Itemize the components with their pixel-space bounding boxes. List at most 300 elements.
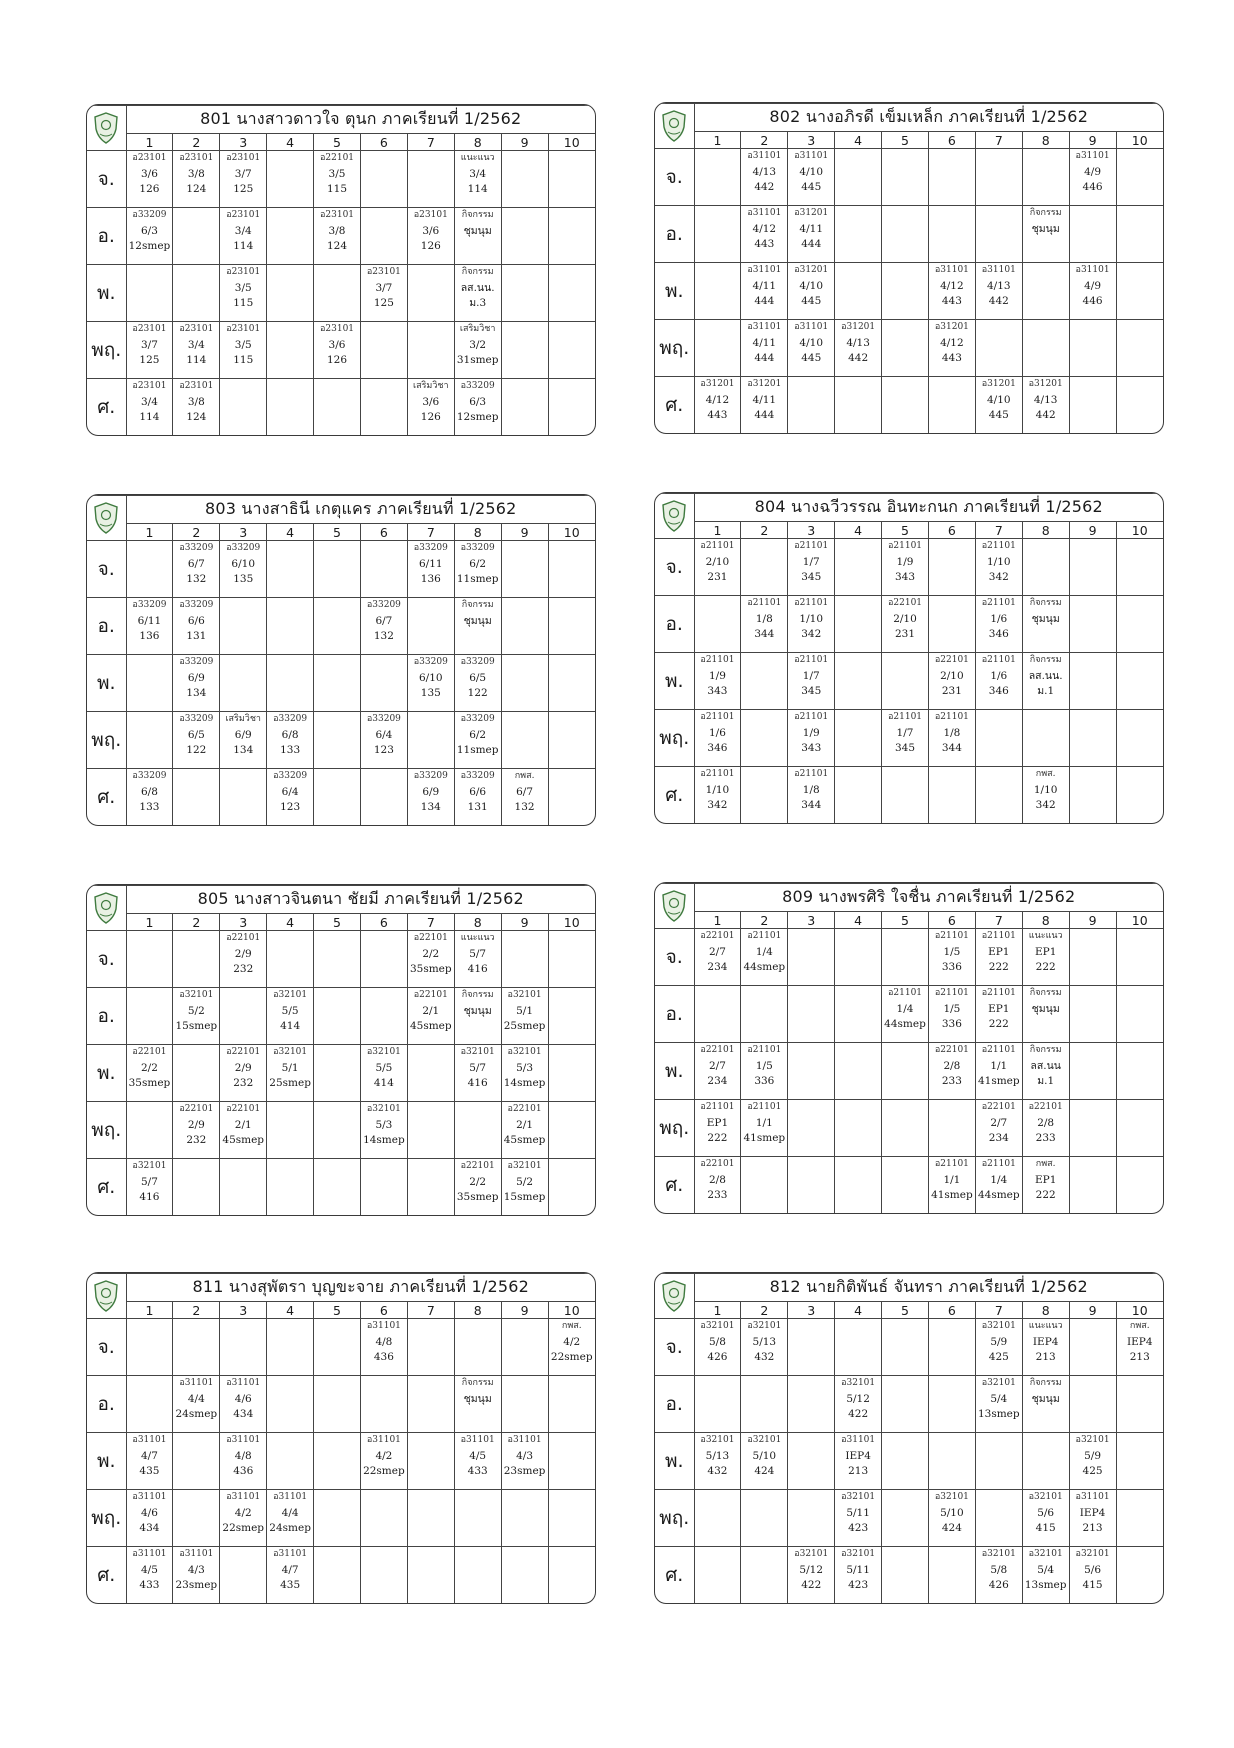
schedule-cell (1069, 206, 1116, 263)
room-number: 342 (988, 571, 1009, 583)
period-header: 5 (882, 912, 929, 929)
schedule-cell (928, 149, 975, 206)
schedule-cell (548, 655, 595, 712)
subject-code: อ31101 (179, 1549, 214, 1560)
subject-code: อ21101 (747, 598, 782, 609)
class-group: 4/11 (752, 393, 777, 406)
schedule-cell (788, 539, 835, 596)
schedule-cell (741, 1547, 788, 1603)
class-group: 5/1 (516, 1004, 534, 1017)
schedule-cell (741, 929, 788, 986)
day-label: ศ. (87, 769, 126, 825)
subject-code: อ21101 (981, 1045, 1016, 1056)
class-group: 1/1 (990, 1059, 1008, 1072)
room-number: 41smep (977, 1075, 1020, 1088)
day-label: พ. (655, 653, 694, 710)
subject-code: อ23101 (226, 153, 261, 163)
period-header: 6 (360, 1302, 407, 1319)
room-number: 115 (233, 297, 254, 310)
period-header: 4 (267, 134, 314, 151)
schedule-cell (314, 208, 361, 265)
schedule-cell (407, 151, 454, 208)
schedule-cell (741, 596, 788, 653)
subject-code: อ23101 (226, 324, 261, 335)
subject-code: อ23101 (179, 153, 214, 163)
class-group: 4/4 (187, 1392, 205, 1405)
class-group: 2/10 (940, 669, 964, 682)
schedule-cell (360, 1102, 407, 1159)
schedule-cell (788, 206, 835, 263)
schedule-cell (1116, 986, 1163, 1043)
schedule-cell (1069, 1043, 1116, 1100)
card-title: 803 นางสาธินี เกตุแคร ภาคเรียนที่ 1/2562 (126, 496, 595, 524)
subject-code: กพส. (1129, 1321, 1150, 1331)
schedule-cell (1116, 596, 1163, 653)
room-number: 13smep (1024, 1579, 1067, 1592)
schedule-cell (975, 539, 1022, 596)
subject-code: อ31101 (226, 1435, 261, 1446)
schedule-cell (694, 986, 741, 1043)
subject-code: อ32101 (366, 1104, 401, 1115)
period-header: 5 (314, 1302, 361, 1319)
schedule-cell (694, 1547, 741, 1603)
schedule-cell (1116, 206, 1163, 263)
schedule-cell (694, 377, 741, 433)
schedule-cell (548, 931, 595, 988)
subject-code: อ22101 (319, 153, 355, 163)
schedule-cell (407, 1159, 454, 1215)
room-number: 135 (420, 687, 441, 700)
schedule-cell (267, 1159, 314, 1215)
class-group: ลส.นน. (460, 281, 495, 294)
schedule-cell (975, 710, 1022, 767)
class-group: 6/6 (469, 785, 487, 798)
schedule-cell (1069, 263, 1116, 320)
class-group: EP1 (1034, 945, 1057, 958)
schedule-cell (501, 151, 548, 208)
period-header: 6 (360, 134, 407, 151)
room-number: 115 (326, 183, 348, 195)
room-number: 222 (707, 1132, 728, 1145)
period-header: 7 (407, 134, 454, 151)
room-number: 234 (707, 961, 728, 973)
schedule-cell (548, 1319, 595, 1376)
schedule-cell (788, 377, 835, 433)
schedule-cell (835, 1547, 882, 1603)
room-number: 443 (707, 409, 728, 422)
period-header: 6 (360, 524, 407, 541)
subject-code: อ21101 (700, 1102, 735, 1113)
schedule-cell (407, 598, 454, 655)
schedule-cell (173, 1319, 220, 1376)
subject-code: กิจกรรม (1029, 598, 1062, 609)
schedule-cell (975, 1490, 1022, 1547)
schedule-cell (407, 1045, 454, 1102)
schedule-cell (694, 929, 741, 986)
subject-code: กิจกรรม (1029, 988, 1062, 999)
subject-code: อ31101 (226, 1378, 261, 1389)
subject-code: อ21101 (934, 988, 969, 999)
class-group: 4/12 (752, 222, 777, 235)
schedule-cell (220, 541, 267, 598)
card-title: 804 นางฉวีวรรณ อินทะกนก ภาคเรียนที่ 1/2562 (694, 494, 1163, 522)
schedule-cell (1069, 320, 1116, 377)
period-header: 5 (314, 914, 361, 931)
class-group: 4/8 (375, 1335, 393, 1348)
schedule-cell (975, 767, 1022, 823)
card-title: 801 นางสาวดาวใจ ตุนก ภาคเรียนที่ 1/2562 (126, 106, 595, 134)
class-group: 3/7 (375, 281, 393, 294)
subject-code: อ31101 (273, 1492, 308, 1503)
subject-code: อ21101 (747, 1045, 782, 1056)
schedule-cell (928, 1547, 975, 1603)
subject-code: อ22101 (700, 1159, 735, 1170)
schedule-cell (267, 1547, 314, 1603)
class-group: 3/6 (140, 167, 158, 180)
class-group: 2/8 (1037, 1116, 1055, 1129)
schedule-cell (126, 265, 173, 322)
schedule-cell (928, 320, 975, 377)
schedule-cell (360, 322, 407, 379)
class-group: 4/13 (752, 165, 777, 178)
room-number: 344 (941, 742, 962, 755)
class-group: 3/6 (422, 224, 440, 237)
day-label: พ. (655, 263, 694, 320)
schedule-cell (788, 1376, 835, 1433)
class-group: 6/9 (422, 785, 440, 798)
class-group: 1/1 (943, 1173, 961, 1186)
class-group: 6/8 (140, 785, 158, 798)
schedule-cell (882, 929, 929, 986)
schedule-cell (407, 1376, 454, 1433)
schedule-cell (501, 265, 548, 322)
class-group: 2/10 (705, 555, 730, 568)
subject-code: อ21101 (700, 712, 735, 723)
period-header: 1 (694, 912, 741, 929)
schedule-cell (126, 931, 173, 988)
schedule-cell (220, 1547, 267, 1603)
schedule-cell (835, 1376, 882, 1433)
room-number: 14smep (363, 1134, 405, 1147)
class-group: 1/8 (802, 783, 820, 796)
timetable-card (86, 1272, 596, 1604)
room-number: 423 (848, 1522, 869, 1535)
room-number: 231 (894, 628, 916, 641)
schedule-cell (975, 206, 1022, 263)
schedule-cell (1069, 653, 1116, 710)
schedule-cell (314, 1376, 361, 1433)
subject-code: กิจกรรม (461, 210, 494, 221)
schedule-cell (835, 653, 882, 710)
schedule-cell (788, 1043, 835, 1100)
schedule-cell (1069, 710, 1116, 767)
schedule-cell (548, 1102, 595, 1159)
subject-code: อ32101 (1028, 1549, 1063, 1560)
subject-code: อ21101 (934, 1159, 969, 1170)
schedule-cell (1069, 377, 1116, 433)
subject-code: อ32101 (507, 990, 542, 1001)
day-label: พฤ. (87, 1490, 126, 1547)
schedule-cell (835, 1319, 882, 1376)
class-group: 3/7 (234, 167, 252, 180)
schedule-cell (126, 712, 173, 769)
class-group: 2/9 (187, 1118, 205, 1131)
schedule-cell (314, 931, 361, 988)
school-logo-icon (655, 104, 694, 149)
room-number: 445 (801, 352, 822, 365)
schedule-cell (835, 767, 882, 823)
schedule-cell (173, 265, 220, 322)
room-number: 433 (467, 1465, 488, 1478)
period-header: 3 (220, 914, 267, 931)
timetable-card (86, 104, 596, 436)
schedule-cell (501, 322, 548, 379)
schedule-cell (741, 767, 788, 823)
class-group: 1/10 (986, 555, 1011, 568)
class-group: 4/2 (375, 1449, 393, 1462)
day-label: จ. (87, 1319, 126, 1376)
period-header: 1 (694, 1302, 741, 1319)
room-number: 445 (801, 181, 822, 193)
period-header: 10 (1116, 1302, 1163, 1319)
room-number: 124 (326, 240, 348, 253)
day-label: จ. (87, 151, 126, 208)
class-group: 5/11 (846, 1506, 870, 1519)
subject-code: อ23101 (319, 210, 355, 221)
class-group: 1/7 (802, 555, 820, 568)
day-label: พ. (655, 1433, 694, 1490)
room-number: 136 (420, 573, 441, 585)
subject-code: อ21101 (794, 541, 829, 551)
subject-code: อ23101 (179, 324, 214, 335)
subject-code: อ32101 (460, 1047, 495, 1058)
schedule-cell (314, 1159, 361, 1215)
schedule-cell (741, 1100, 788, 1157)
period-header: 5 (882, 132, 929, 149)
schedule-cell (1116, 1100, 1163, 1157)
room-number: 222 (1035, 1189, 1056, 1202)
subject-code: อ21101 (887, 712, 923, 723)
schedule-cell (1022, 377, 1069, 433)
schedule-cell (220, 322, 267, 379)
room-number: 344 (801, 799, 822, 812)
subject-code: อ23101 (226, 267, 261, 278)
room-number: 233 (941, 1075, 962, 1088)
schedule-cell (501, 379, 548, 435)
schedule-cell (173, 598, 220, 655)
room-number: 126 (139, 183, 160, 195)
room-number: ม.1 (1037, 1075, 1055, 1088)
schedule-cell (454, 769, 501, 825)
subject-code: อ31201 (1028, 379, 1063, 390)
room-number: 125 (233, 183, 254, 195)
period-header: 6 (928, 132, 975, 149)
schedule-cell (1022, 1547, 1069, 1603)
class-group: 5/5 (281, 1004, 299, 1017)
period-header: 8 (454, 1302, 501, 1319)
schedule-cell (173, 931, 220, 988)
subject-code: อ33209 (413, 657, 448, 668)
subject-code: อ22101 (132, 1047, 167, 1058)
subject-code: กิจกรรม (461, 267, 494, 278)
room-number: 15smep (503, 1191, 546, 1204)
subject-code: อ31101 (226, 1492, 261, 1503)
room-number: 133 (139, 801, 160, 814)
subject-code: แนะแนว (460, 933, 495, 943)
room-number: 343 (894, 571, 916, 583)
subject-code: อ22101 (1028, 1102, 1063, 1113)
schedule-cell (220, 655, 267, 712)
day-label: อ. (87, 1376, 126, 1433)
subject-code: อ21101 (747, 931, 782, 941)
schedule-cell (882, 1043, 929, 1100)
subject-code: อ22101 (700, 1045, 735, 1056)
class-group: 4/6 (140, 1506, 158, 1519)
schedule-cell (267, 598, 314, 655)
schedule-cell (1116, 149, 1163, 206)
period-header: 4 (835, 522, 882, 539)
room-number: 416 (467, 963, 488, 975)
schedule-cell (1069, 1490, 1116, 1547)
subject-code: อ31101 (1075, 265, 1110, 276)
room-number: 434 (139, 1522, 160, 1535)
schedule-cell (1116, 929, 1163, 986)
subject-code: กพส. (561, 1321, 582, 1331)
subject-code: อ32101 (273, 1047, 308, 1058)
class-group: 3/6 (422, 395, 440, 408)
period-header: 4 (267, 524, 314, 541)
class-group: 1/1 (755, 1116, 773, 1129)
schedule-cell (928, 1490, 975, 1547)
schedule-cell (788, 1547, 835, 1603)
day-label: ศ. (655, 377, 694, 433)
period-header: 2 (173, 1302, 220, 1319)
room-number: 445 (988, 409, 1009, 422)
subject-code: อ23101 (366, 267, 401, 278)
schedule-cell (975, 986, 1022, 1043)
class-group: 5/7 (469, 1061, 487, 1074)
room-number: 446 (1082, 181, 1103, 193)
schedule-cell (975, 1433, 1022, 1490)
class-group: 5/10 (752, 1449, 777, 1462)
subject-code: อ31101 (747, 151, 782, 161)
day-label: อ. (87, 208, 126, 265)
schedule-cell (220, 1433, 267, 1490)
class-group: 3/6 (328, 338, 346, 351)
schedule-cell (975, 377, 1022, 433)
schedule-cell (1022, 929, 1069, 986)
schedule-cell (454, 1433, 501, 1490)
schedule-cell (835, 1100, 882, 1157)
schedule-cell (928, 263, 975, 320)
schedule-cell (501, 1159, 548, 1215)
schedule-cell (741, 1157, 788, 1213)
subject-code: เสริมวิชา (459, 324, 496, 335)
subject-code: อ31101 (981, 265, 1016, 276)
subject-code: อ33209 (132, 210, 167, 221)
schedule-cell (360, 1045, 407, 1102)
schedule-cell (220, 1159, 267, 1215)
schedule-cell (1069, 986, 1116, 1043)
schedule-cell (314, 1102, 361, 1159)
schedule-cell (173, 1490, 220, 1547)
schedule-cell (314, 769, 361, 825)
room-number: 11smep (456, 744, 499, 757)
subject-code: อ21101 (934, 712, 969, 723)
schedule-cell (928, 1043, 975, 1100)
timetable-card (654, 882, 1164, 1214)
subject-code: อ31101 (1075, 1492, 1110, 1503)
schedule-cell (501, 1102, 548, 1159)
room-number: 222 (988, 961, 1009, 973)
room-number: 25smep (269, 1077, 311, 1090)
schedule-cell (694, 1157, 741, 1213)
subject-code: อ31101 (747, 208, 782, 219)
schedule-cell (882, 1490, 929, 1547)
class-group: 2/1 (234, 1118, 252, 1131)
room-number: 41smep (931, 1189, 973, 1202)
day-label: ศ. (87, 1159, 126, 1215)
subject-code: อ32101 (981, 1378, 1016, 1389)
schedule-cell (788, 710, 835, 767)
schedule-cell (835, 1433, 882, 1490)
day-label: พ. (87, 1433, 126, 1490)
schedule-cell (407, 541, 454, 598)
schedule-cell (975, 1376, 1022, 1433)
schedule-cell (267, 265, 314, 322)
schedule-cell (694, 539, 741, 596)
period-header: 9 (501, 1302, 548, 1319)
room-number: 23smep (175, 1579, 218, 1592)
subject-code: อ32101 (507, 1161, 542, 1172)
schedule-cell (267, 1045, 314, 1102)
schedule-cell (173, 1159, 220, 1215)
day-label: อ. (655, 596, 694, 653)
room-number: 15smep (175, 1020, 218, 1033)
schedule-cell (882, 320, 929, 377)
subject-code: อ31201 (981, 379, 1016, 390)
class-group: 5/6 (1084, 1563, 1102, 1576)
subject-code: อ22101 (887, 598, 923, 609)
subject-code: อ21101 (794, 598, 829, 609)
subject-code: กิจกรรม (461, 600, 494, 611)
schedule-cell (975, 1100, 1022, 1157)
room-number: 346 (988, 685, 1009, 698)
room-number: 435 (280, 1579, 301, 1592)
schedule-cell (1069, 596, 1116, 653)
schedule-cell (126, 1433, 173, 1490)
schedule-cell (882, 1433, 929, 1490)
room-number: 124 (186, 183, 207, 195)
period-header: 2 (741, 912, 788, 929)
class-group: 4/5 (140, 1563, 158, 1576)
room-number: 432 (707, 1465, 728, 1478)
schedule-cell (360, 151, 407, 208)
schedule-cell (928, 929, 975, 986)
period-header: 5 (882, 1302, 929, 1319)
subject-code: อ23101 (132, 381, 167, 392)
room-number: 14smep (503, 1077, 546, 1090)
schedule-cell (220, 1102, 267, 1159)
class-group: 5/2 (187, 1004, 205, 1017)
subject-code: อ31101 (841, 1435, 876, 1446)
period-header: 6 (928, 1302, 975, 1319)
class-group: 5/3 (375, 1118, 393, 1131)
period-header: 3 (220, 134, 267, 151)
subject-code: อ32101 (132, 1161, 167, 1172)
period-header: 9 (1069, 1302, 1116, 1319)
class-group: 1/6 (990, 669, 1008, 682)
